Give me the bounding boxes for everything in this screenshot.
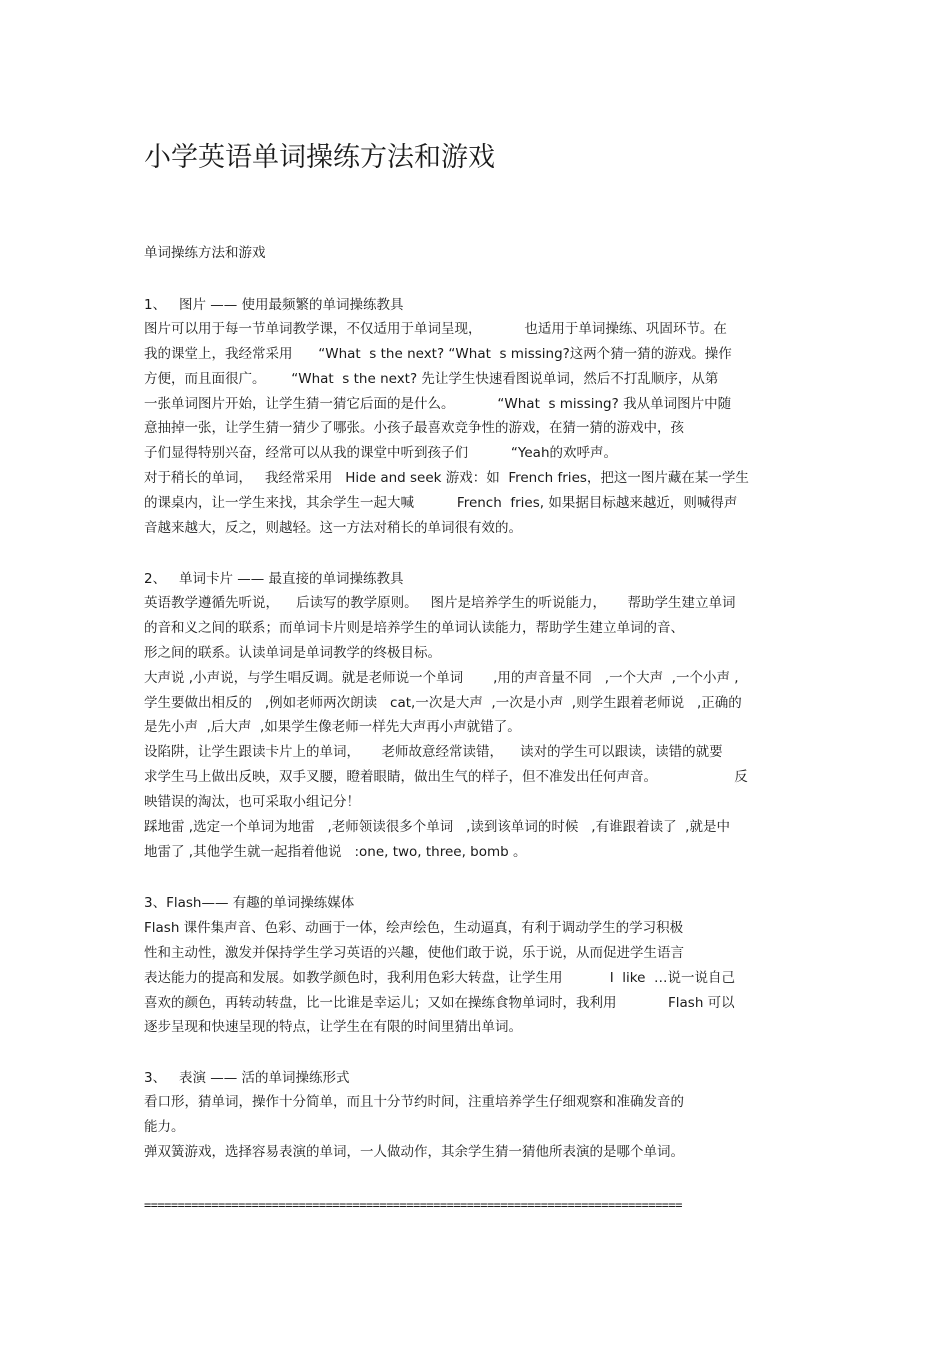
paragraph-line: 学生要做出相反的 ,例如老师两次朗读 cat,一次是大声 ,一次是小声 ,则学生跟着老师说 ,正确的	[144, 695, 742, 711]
paragraph-line: 方便，而且面很广。 “What s the next? 先让学生快速看图说单词，然后不打乱顺序，从第	[144, 371, 719, 387]
paragraph-line: 弹双簧游戏，选择容易表演的单词，一人做动作，其余学生猜一猜他所表演的是哪个单词。	[144, 1144, 684, 1160]
paragraph-line: 意抽掉一张，让学生猜一猜少了哪张。小孩子最喜欢竞争性的游戏，在猜一猜的游戏中，孩	[144, 420, 684, 436]
paragraph-line: 我的课堂上，我经常采用 “What s the next? “What s missing?这两个猜一猜的游戏。操作	[144, 346, 732, 362]
paragraph-line: 是先小声 ,后大声 ,如果学生像老师一样先大声再小声就错了。	[144, 719, 521, 735]
paragraph-line: 地雷了 ,其他学生就一起指着他说 :one, two, three, bomb 。	[144, 844, 527, 860]
paragraph-line: 设陷阱，让学生跟读卡片上的单词， 老师故意经常读错， 读对的学生可以跟读，读错的就要	[144, 744, 723, 760]
paragraph-line: 求学生马上做出反映，双手叉腰，瞪着眼睛，做出生气的样子，但不准发出任何声音。 反	[144, 769, 748, 785]
paragraph-line: 子们显得特别兴奋，经常可以从我的课堂中听到孩子们 “Yeah的欢呼声。	[144, 445, 617, 461]
paragraph-line: 的课桌内，让一学生来找，其余学生一起大喊 French fries, 如果据目标越来越近，则喊得声	[144, 495, 738, 511]
paragraph-line: 喜欢的颜色，再转动转盘，比一比谁是幸运儿；又如在操练食物单词时，我利用 Flash 可以	[144, 995, 735, 1011]
paragraph-line: 映错误的淘汰，也可采取小组记分！	[144, 794, 360, 810]
paragraph-line: 表达能力的提高和发展。如教学颜色时，我利用色彩大转盘，让学生用 I like …说一说自己	[144, 970, 735, 986]
section-3-heading: 3、Flash—— 有趣的单词操练媒体	[144, 895, 355, 911]
document-title: 小学英语单词操练方法和游戏	[144, 142, 495, 173]
paragraph-line: 音越来越大，反之，则越轻。这一方法对稍长的单词很有效的。	[144, 520, 522, 536]
paragraph-line: 性和主动性，激发并保持学生学习英语的兴趣，使他们敢于说，乐于说，从而促进学生语言	[144, 945, 684, 961]
paragraph-line: 图片可以用于每一节单词教学课，不仅适用于单词呈现， 也适用于单词操练、巩固环节。在	[144, 321, 727, 337]
paragraph-line: 英语教学遵循先听说， 后读写的教学原则。 图片是培养学生的听说能力， 帮助学生建立单词	[144, 595, 736, 611]
subtitle: 单词操练方法和游戏	[144, 245, 266, 261]
paragraph-line: 逐步呈现和快速呈现的特点，让学生在有限的时间里猜出单词。	[144, 1019, 522, 1035]
paragraph-line: 对于稍长的单词， 我经常采用 Hide and seek 游戏：如 French fries，把这一图片藏在某一学生	[144, 470, 749, 486]
paragraph-line: 能力。	[144, 1119, 185, 1135]
separator-rule: ================================================================================	[144, 1198, 682, 1212]
section-2-heading: 2、 单词卡片 —— 最直接的单词操练教具	[144, 571, 404, 587]
paragraph-line: Flash 课件集声音、色彩、动画于一体，绘声绘色，生动逼真，有利于调动学生的学习积极	[144, 920, 684, 936]
section-4-heading: 3、 表演 —— 活的单词操练形式	[144, 1070, 350, 1086]
paragraph-line: 踩地雷 ,选定一个单词为地雷 ,老师领读很多个单词 ,读到该单词的时候 ,有谁跟着读了 ,就是中	[144, 819, 730, 835]
paragraph-line: 的音和义之间的联系；而单词卡片则是培养学生的单词认读能力，帮助学生建立单词的音、	[144, 620, 684, 636]
paragraph-line: 大声说 ,小声说，与学生唱反调。就是老师说一个单词 ,用的声音量不同 ,一个大声 ,一个小声 ,	[144, 670, 739, 686]
paragraph-line: 看口形，猜单词，操作十分简单，而且十分节约时间，注重培养学生仔细观察和准确发音的	[144, 1094, 684, 1110]
paragraph-line: 形之间的联系。认读单词是单词教学的终极目标。	[144, 645, 441, 661]
section-1-heading: 1、 图片 —— 使用最频繁的单词操练教具	[144, 297, 404, 313]
paragraph-line: 一张单词图片开始，让学生猜一猜它后面的是什么。 “What s missing? 我从单词图片中随	[144, 396, 732, 412]
